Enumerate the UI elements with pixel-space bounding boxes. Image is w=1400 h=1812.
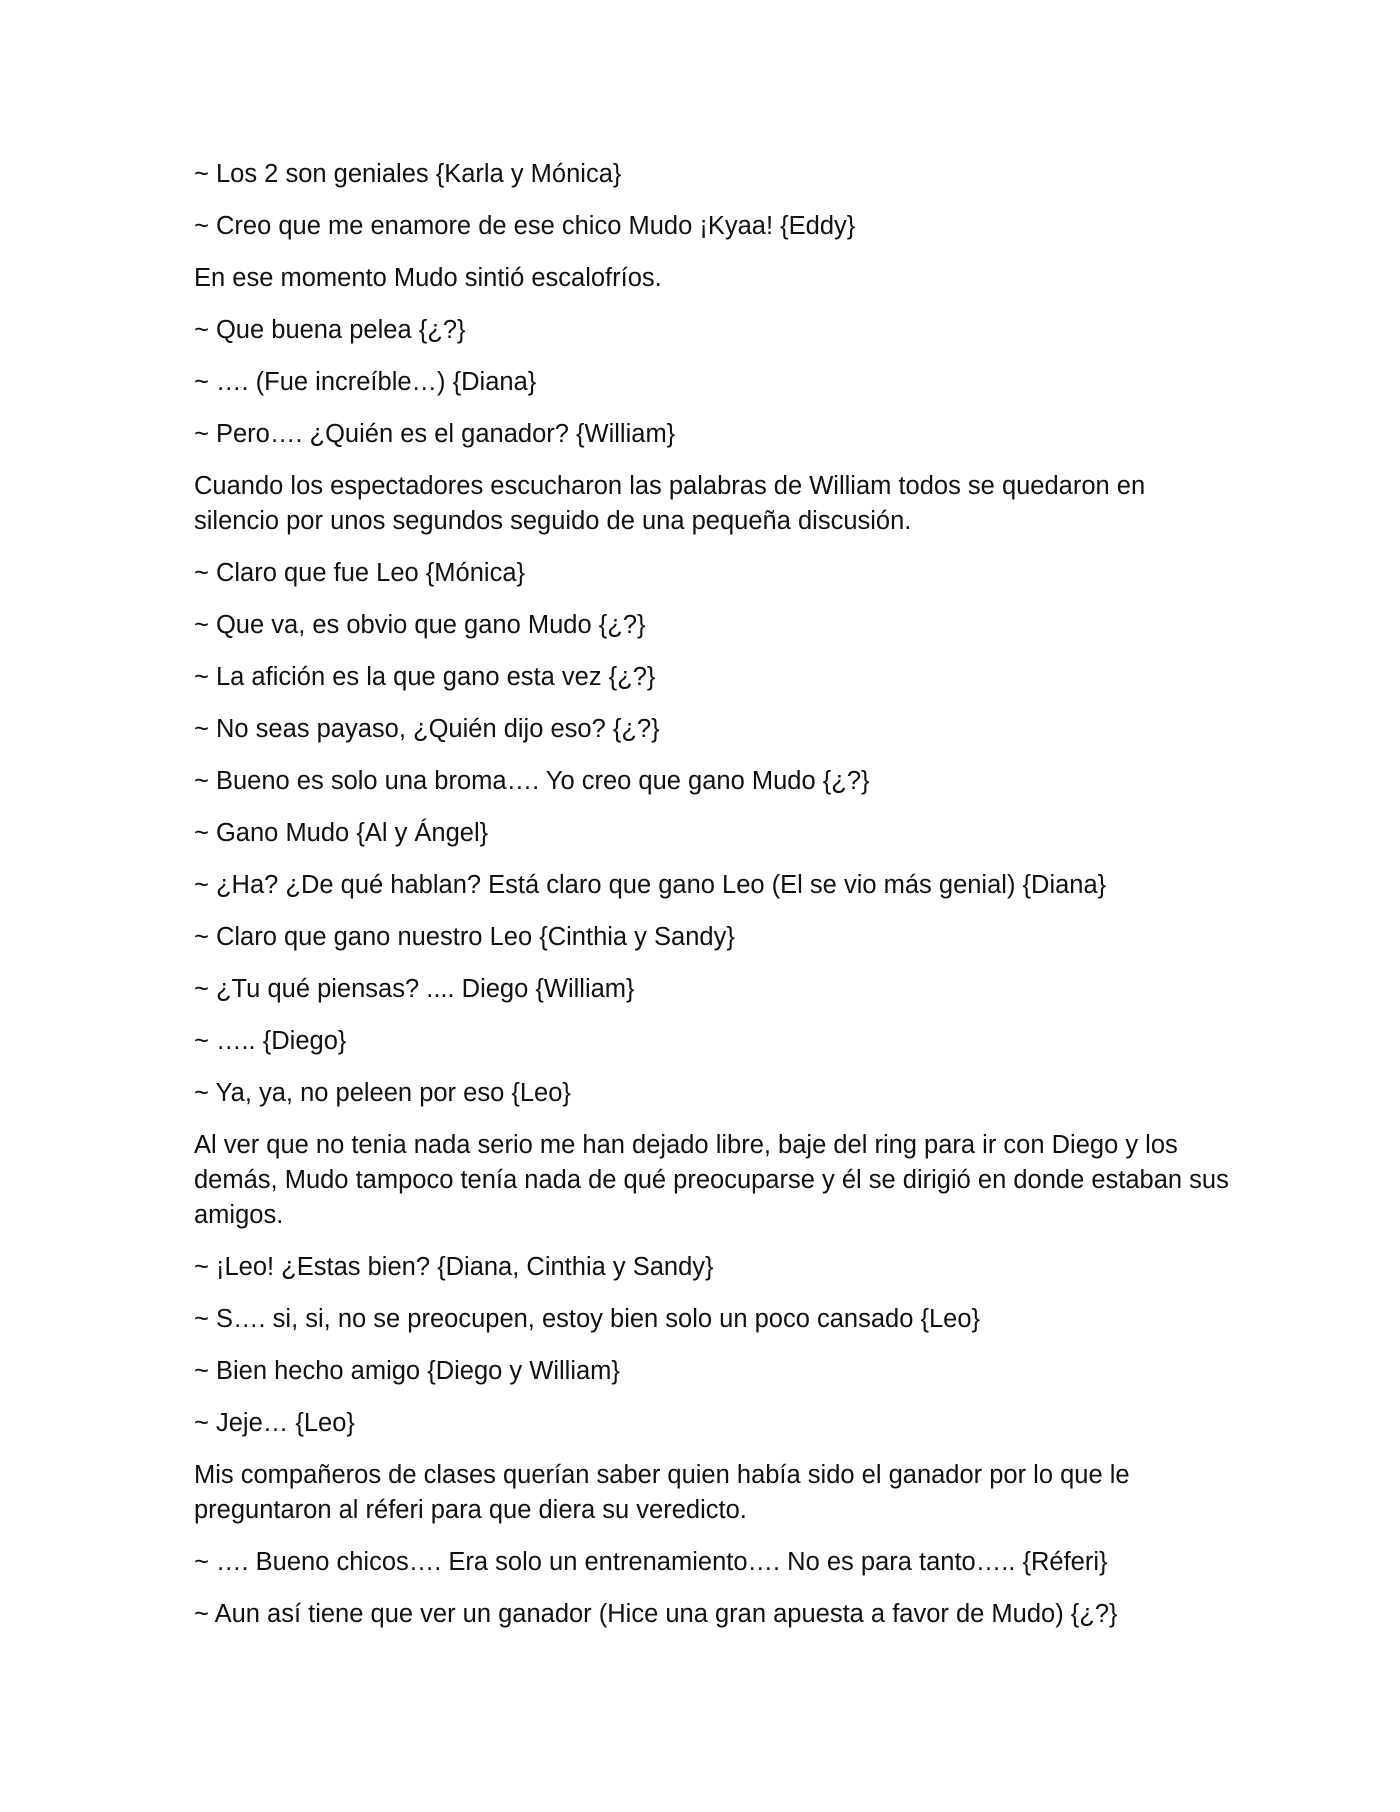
dialogue-line: ~ ¿Ha? ¿De qué hablan? Está claro que gano Leo (El se vio más genial) {Diana}: [194, 871, 1107, 899]
dialogue-line: ~ Aun así tiene que ver un ganador (Hice una gran apuesta a favor de Mudo) {¿?}: [194, 1600, 1118, 1628]
dialogue-line: ~ Creo que me enamore de ese chico Mudo ¡Kyaa! {Eddy}: [194, 212, 856, 240]
dialogue-line: ~ Bueno es solo una broma…. Yo creo que gano Mudo {¿?}: [194, 767, 870, 795]
dialogue-line: ~ Claro que gano nuestro Leo {Cinthia y Sandy}: [194, 923, 735, 951]
narration-paragraph: Cuando los espectadores escucharon las palabras de William todos se quedaron en silencio por unos segundos seguido de una pequeña discusión.: [194, 472, 1146, 535]
dialogue-line: ~ S…. si, si, no se preocupen, estoy bien solo un poco cansado {Leo}: [194, 1305, 981, 1333]
dialogue-line: ~ Los 2 son geniales {Karla y Mónica}: [194, 160, 622, 188]
dialogue-line: ~ ¡Leo! ¿Estas bien? {Diana, Cinthia y Sandy}: [194, 1253, 714, 1281]
dialogue-line: ~ Bien hecho amigo {Diego y William}: [194, 1357, 620, 1385]
narration-paragraph: En ese momento Mudo sintió escalofríos.: [194, 264, 662, 292]
dialogue-line: ~ Pero…. ¿Quién es el ganador? {William}: [194, 420, 676, 448]
narration-paragraph: Mis compañeros de clases querían saber quien había sido el ganador por lo que le preguntaron al réferi para que diera su veredicto.: [194, 1461, 1130, 1524]
dialogue-line: ~ ¿Tu qué piensas? .... Diego {William}: [194, 975, 635, 1003]
dialogue-line: ~ Que buena pelea {¿?}: [194, 316, 466, 344]
document-page: [194, 157, 1234, 1649]
dialogue-line: ~ No seas payaso, ¿Quién dijo eso? {¿?}: [194, 715, 660, 743]
dialogue-line: ~ Gano Mudo {Al y Ángel}: [194, 819, 489, 847]
dialogue-line: ~ …. Bueno chicos…. Era solo un entrenamiento…. No es para tanto….. {Réferi}: [194, 1548, 1108, 1576]
dialogue-line: ~ ….. {Diego}: [194, 1027, 347, 1055]
dialogue-line: ~ Que va, es obvio que gano Mudo {¿?}: [194, 611, 646, 639]
dialogue-line: ~ La afición es la que gano esta vez {¿?}: [194, 663, 656, 691]
narration-paragraph: Al ver que no tenia nada serio me han dejado libre, baje del ring para ir con Diego y los demás, Mudo tampoco tenía nada de qué preocuparse y él se dirigió en donde estaban sus amigos.: [194, 1131, 1229, 1229]
dialogue-line: ~ Claro que fue Leo {Mónica}: [194, 559, 526, 587]
dialogue-line: ~ Ya, ya, no peleen por eso {Leo}: [194, 1079, 571, 1107]
dialogue-line: ~ Jeje… {Leo}: [194, 1409, 355, 1437]
dialogue-line: ~ …. (Fue increíble…) {Diana}: [194, 368, 537, 396]
